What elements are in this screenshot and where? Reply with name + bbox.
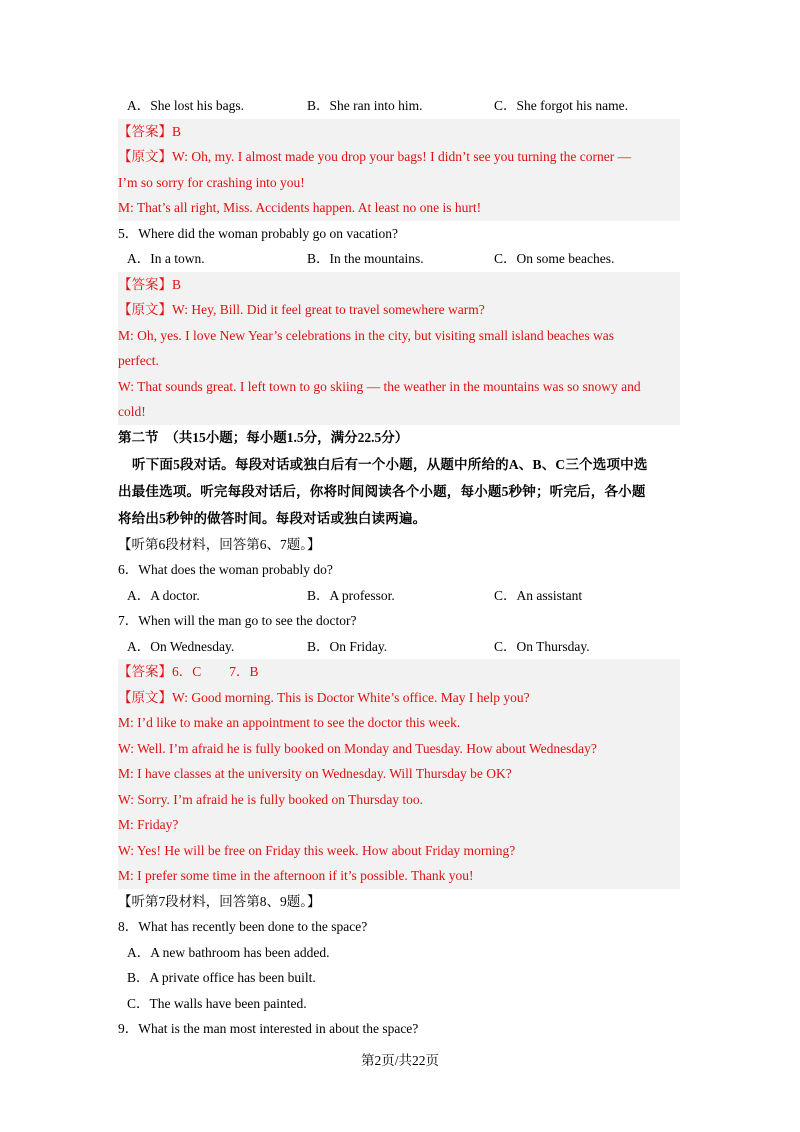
q5-option-c: C．On some beaches. [494,251,615,266]
q5-transcript-line-3: perfect. [118,353,159,368]
q6-7-transcript-line-1: 【原文】W: Good morning. This is Doctor White’s office. May I help you? [118,689,530,705]
q5-option-a: A．In a town. [127,251,205,266]
q6-option-a: A．A doctor. [127,587,200,603]
q5-transcript-line-5: cold! [118,404,146,419]
q6-7-transcript-line-5: W: Sorry. I’m afraid he is fully booked on Thursday too. [118,791,424,807]
q6-7-answer-block [118,659,680,889]
q6-7-transcript-line-6: M: Friday? [118,817,179,832]
q4-answer-block [118,119,680,221]
q7-question: 7．When will the man go to see the doctor? [118,613,357,628]
q5-transcript-line-2: M: Oh, yes. I love New Year’s celebrations in the city, but visiting small island beaches was [118,327,615,343]
page-footer: 第2页/共22页 [360,1053,439,1068]
q7-answer: 7．B [229,664,259,679]
q6-question: 6．What does the woman probably do? [118,562,333,577]
q4-option-b: B．She ran into him. [307,98,423,113]
q5-answer-block [118,272,680,425]
q6-option-b: B．A professor. [307,587,395,603]
q6-7-transcript-line-8: M: I prefer some time in the afternoon if it’s possible. Thank you! [118,868,474,883]
q8-option-c: C．The walls have been painted. [127,995,307,1011]
q6-answer: 【答案】6．C [118,664,202,679]
q6-option-c: C．An assistant [494,587,583,603]
material-6-heading: 【听第6段材料，回答第6、7题。】 [118,536,321,552]
q6-7-transcript-line-2: M: I’d like to make an appointment to see the doctor this week. [118,715,461,730]
q9-question: 9．What is the man most interested in about the space? [118,1021,419,1036]
q7-option-b: B．On Friday. [307,638,388,654]
q5-question: 5．Where did the woman probably go on vacation? [118,225,399,241]
q5-transcript-line-4: W: That sounds great. I left town to go skiing — the weather in the mountains was so snowy and [118,378,641,394]
instructions-line-2: 出最佳选项。听完每段对话后，你将时间阅读各个小题，每小题5秒钟；听完后，各小题 [118,483,646,499]
q7-option-c: C．On Thursday. [494,638,590,654]
q8-option-b: B．A private office has been built. [127,970,316,985]
q5-answer: 【答案】B [118,276,182,292]
q6-7-answer [118,659,680,685]
section-2-heading: 第二节 （共15小题；每小题1.5分，满分22.5分） [118,429,409,445]
q6-7-transcript-line-3: W: Well. I’m afraid he is fully booked on Monday and Tuesday. How about Wednesday? [118,740,597,756]
q4-transcript-line-3: M: That’s all right, Miss. Accidents happen. At least no one is hurt! [118,200,482,215]
q8-option-a: A．A new bathroom has been added. [127,944,330,960]
instructions-line-3: 将给出5秒钟的做答时间。每段对话或独白读两遍。 [118,510,427,526]
q4-options [118,93,680,119]
q6-7-transcript-line-4: M: I have classes at the university on Wednesday. Will Thursday be OK? [118,766,512,781]
q6-7-transcript-line-7: W: Yes! He will be free on Friday this week. How about Friday morning? [118,842,516,858]
q4-answer: 【答案】B [118,123,182,139]
page-content [118,93,680,1042]
q6-options [118,583,680,609]
q7-options [118,634,680,660]
section-2-instructions [118,451,680,532]
q4-option-a: A．She lost his bags. [127,98,245,113]
q8-question: 8．What has recently been done to the space? [118,919,368,934]
q5-option-b: B．In the mountains. [307,251,424,266]
q7-option-a: A．On Wednesday. [127,638,235,654]
q5-options [118,246,680,272]
q4-transcript-line-1: 【原文】W: Oh, my. I almost made you drop your bags! I didn’t see you turning the corner — [118,149,632,164]
q4-transcript-line-2: I’m so sorry for crashing into you! [118,174,305,190]
q4-option-c: C．She forgot his name. [494,98,628,113]
instructions-line-1: 听下面5段对话。每段对话或独白后有一个小题，从题中所给的A、B、C三个选项中选 [132,456,648,472]
q5-transcript-line-1: 【原文】W: Hey, Bill. Did it feel great to travel somewhere warm? [118,302,485,317]
material-7-heading: 【听第7段材料，回答第8、9题。】 [118,893,321,909]
